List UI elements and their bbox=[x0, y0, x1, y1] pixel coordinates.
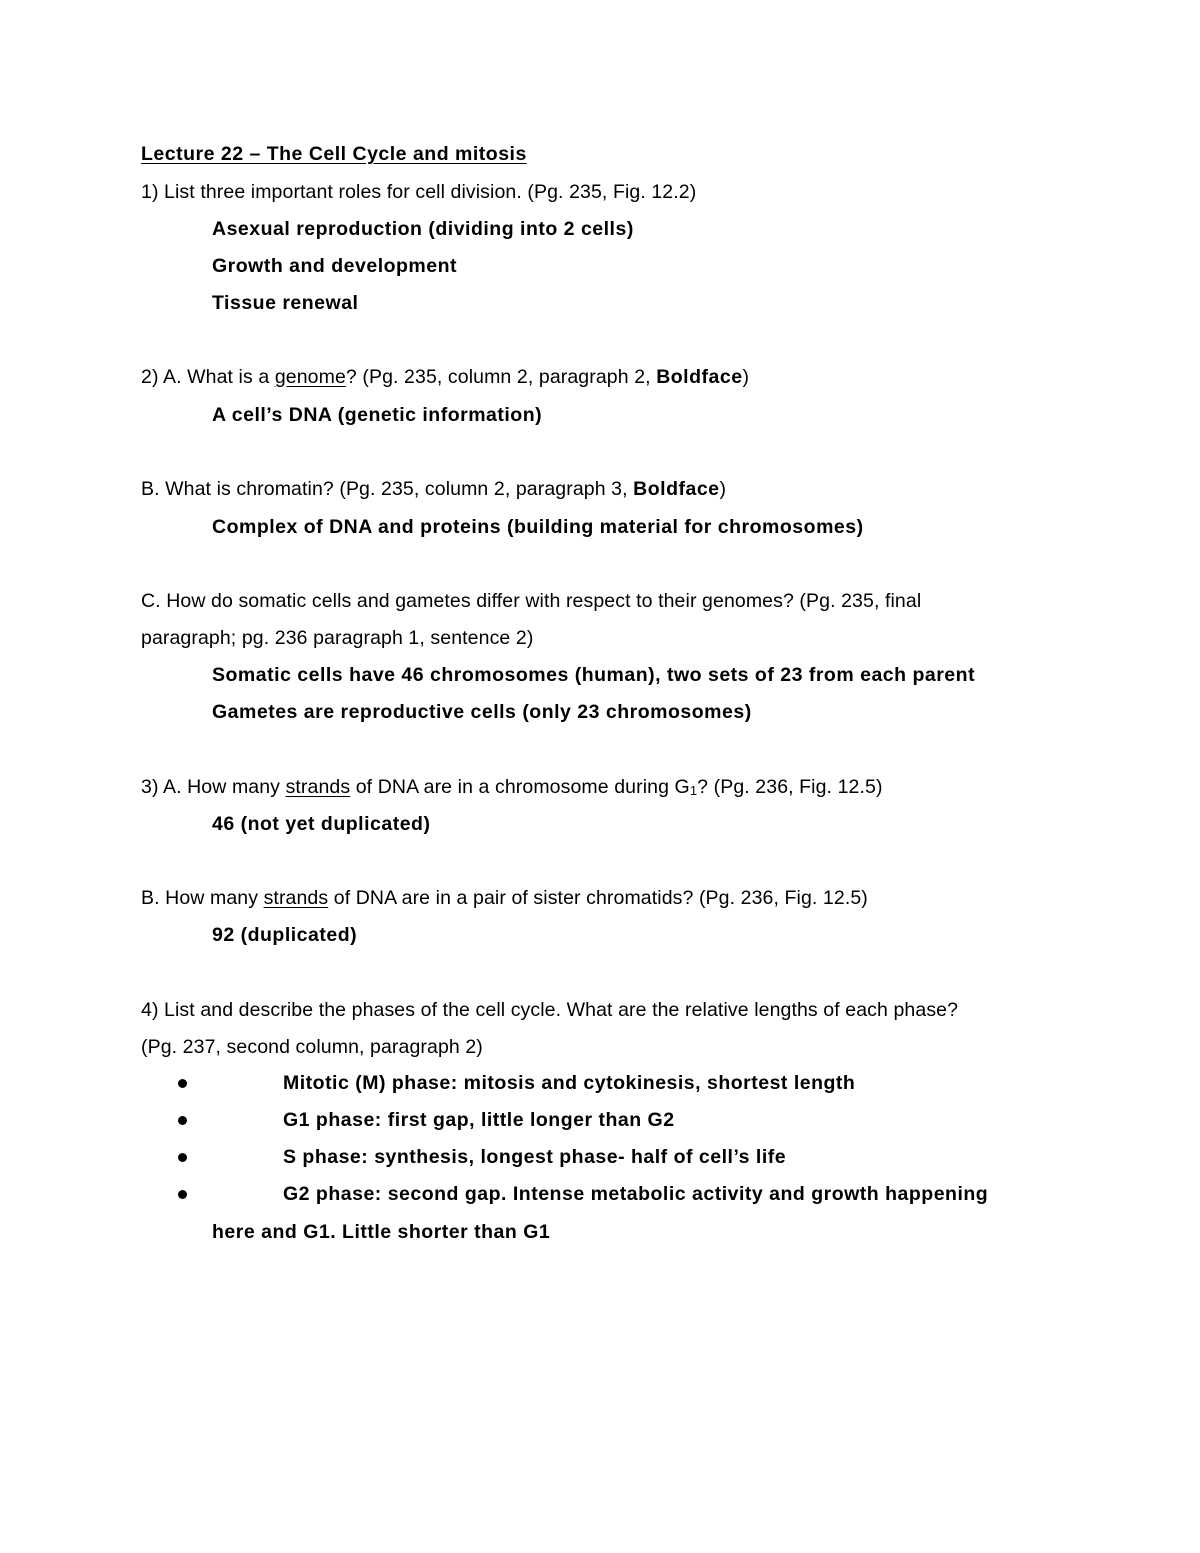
answer-1-3: Tissue renewal bbox=[212, 292, 359, 314]
question-3a-middle: of DNA are in a chromosome during G bbox=[350, 776, 690, 798]
question-3a-prefix: 3) A. How many bbox=[141, 776, 286, 798]
question-3a bbox=[141, 775, 883, 799]
question-2b-suffix: ) bbox=[719, 478, 727, 500]
question-2c-line-2: paragraph; pg. 236 paragraph 1, sentence 2) bbox=[141, 627, 534, 649]
question-1: 1) List three important roles for cell division. (Pg. 235, Fig. 12.2) bbox=[141, 181, 697, 203]
question-3b-prefix: B. How many bbox=[141, 887, 264, 909]
question-3a-suffix: ? (Pg. 236, Fig. 12.5) bbox=[697, 776, 883, 798]
page-title: Lecture 22 – The Cell Cycle and mitosis bbox=[141, 143, 527, 165]
question-2a-prefix: 2) A. What is a bbox=[141, 366, 275, 388]
boldface-label: Boldface bbox=[656, 366, 743, 388]
bullet-icon bbox=[178, 1116, 187, 1125]
phase-item-4: G2 phase: second gap. Intense metabolic activity and growth happening bbox=[283, 1183, 989, 1205]
phase-item-1: Mitotic (M) phase: mitosis and cytokinesis, shortest length bbox=[283, 1072, 856, 1094]
phase-item-2: G1 phase: first gap, little longer than G2 bbox=[283, 1109, 675, 1131]
term-strands: strands bbox=[285, 776, 351, 798]
question-2a bbox=[141, 365, 749, 389]
bullet-icon bbox=[178, 1079, 187, 1088]
phase-item-3: S phase: synthesis, longest phase- half of cell’s life bbox=[283, 1146, 787, 1168]
question-2a-suffix: ) bbox=[742, 366, 750, 388]
question-2c-line-1: C. How do somatic cells and gametes differ with respect to their genomes? (Pg. 235, final bbox=[141, 590, 922, 612]
question-2a-middle: ? (Pg. 235, column 2, paragraph 2, bbox=[345, 366, 657, 388]
term-genome: genome bbox=[274, 366, 346, 388]
question-2b-prefix: B. What is chromatin? (Pg. 235, column 2, paragraph 3, bbox=[141, 478, 634, 500]
question-3b bbox=[141, 886, 868, 910]
answer-2c-1: Somatic cells have 46 chromosomes (human), two sets of 23 from each parent bbox=[212, 664, 976, 686]
question-4-line-1: 4) List and describe the phases of the cell cycle. What are the relative lengths of each phase? bbox=[141, 999, 959, 1021]
bullet-icon bbox=[178, 1190, 187, 1199]
question-4-line-2: (Pg. 237, second column, paragraph 2) bbox=[141, 1036, 483, 1058]
question-2b bbox=[141, 477, 726, 501]
answer-1-2: Growth and development bbox=[212, 255, 458, 277]
answer-3a: 46 (not yet duplicated) bbox=[212, 813, 431, 835]
answer-1-1: Asexual reproduction (dividing into 2 cells) bbox=[212, 218, 634, 240]
answer-3b: 92 (duplicated) bbox=[212, 924, 358, 946]
question-3b-suffix: of DNA are in a pair of sister chromatids? (Pg. 236, Fig. 12.5) bbox=[328, 887, 868, 909]
answer-2b: Complex of DNA and proteins (building material for chromosomes) bbox=[212, 516, 864, 538]
answer-2c-2: Gametes are reproductive cells (only 23 chromosomes) bbox=[212, 701, 752, 723]
term-strands: strands bbox=[263, 887, 329, 909]
phase-item-4-continuation: here and G1. Little shorter than G1 bbox=[212, 1221, 551, 1243]
subscript-1: 1 bbox=[689, 783, 698, 798]
bullet-icon bbox=[178, 1153, 187, 1162]
answer-2a: A cell’s DNA (genetic information) bbox=[212, 404, 543, 426]
boldface-label: Boldface bbox=[633, 478, 720, 500]
